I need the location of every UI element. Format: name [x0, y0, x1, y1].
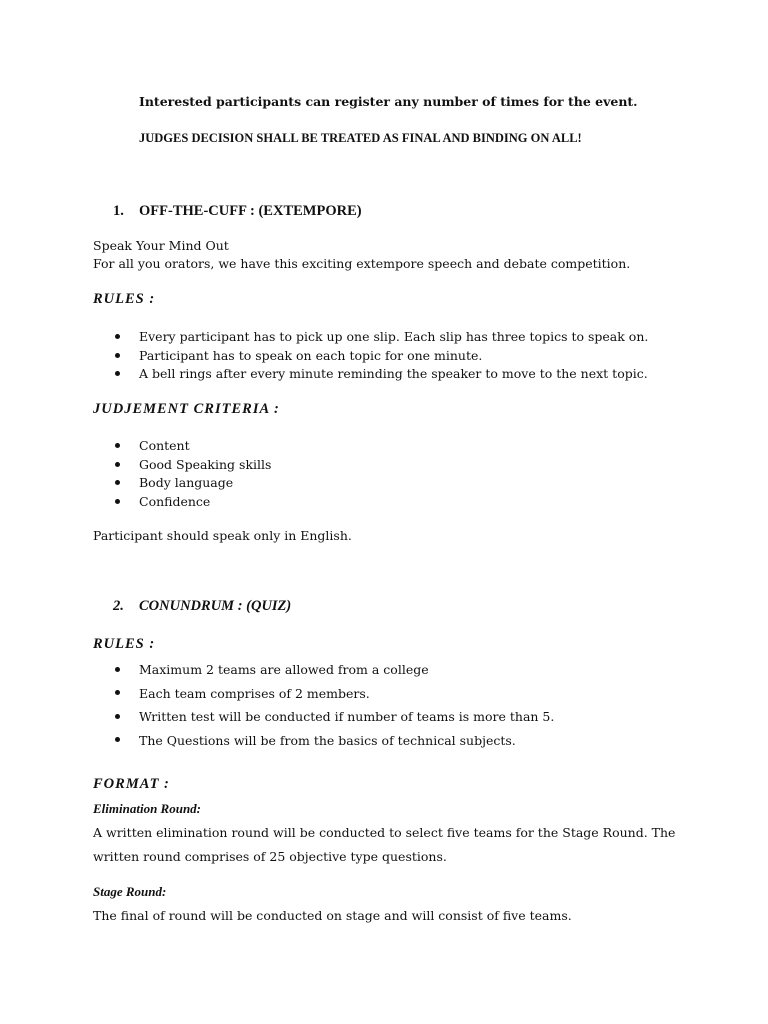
event1-language-note: Participant should speak only in English.: [93, 528, 352, 543]
bullet-icon: [115, 737, 120, 742]
list-item: Content: [93, 437, 271, 456]
bullet-icon: [115, 690, 120, 695]
judges-notice: JUDGES DECISION SHALL BE TREATED AS FINAL AND BINDING ON ALL!: [139, 131, 582, 145]
registration-notice: Interested participants can register any number of times for the event.: [139, 94, 638, 109]
elimination-round-label: Elimination Round:: [93, 801, 202, 816]
list-item: Confidence: [93, 493, 271, 512]
event2-format-label: FORMAT :: [93, 776, 170, 792]
list-item: Each team comprises of 2 members.: [93, 682, 554, 706]
bullet-icon: [115, 714, 120, 719]
list-item: Every participant has to pick up one slip. Each slip has three topics to speak on.: [93, 328, 648, 347]
event1-rules-list: [93, 328, 648, 384]
bullet-icon: [115, 353, 120, 358]
bullet-icon: [115, 443, 120, 448]
event2-number: 2.: [113, 598, 124, 614]
list-item: Written test will be conducted if number of teams is more than 5.: [93, 705, 554, 729]
event1-criteria-list: [93, 437, 271, 511]
event1-rules-label: RULES :: [93, 291, 156, 307]
event2-title: CONUNDRUM : (QUIZ): [139, 598, 292, 614]
bullet-icon: [115, 667, 120, 672]
list-item: Participant has to speak on each topic for one minute.: [93, 347, 648, 366]
bullet-icon: [115, 462, 120, 467]
list-item: The Questions will be from the basics of technical subjects.: [93, 729, 554, 753]
list-item: Maximum 2 teams are allowed from a college: [93, 658, 554, 682]
event1-number: 1.: [113, 203, 124, 219]
bullet-icon: [115, 480, 120, 485]
stage-round-text: The final of round will be conducted on stage and will consist of five teams.: [93, 908, 572, 923]
stage-round-label: Stage Round:: [93, 884, 167, 899]
list-item: Good Speaking skills: [93, 456, 271, 475]
event1-title: OFF-THE-CUFF : (EXTEMPORE): [139, 203, 362, 219]
bullet-icon: [115, 499, 120, 504]
list-item: Body language: [93, 474, 271, 493]
event2-rules-list: [93, 658, 554, 752]
event1-tagline: Speak Your Mind Out: [93, 238, 229, 253]
bullet-icon: [115, 371, 120, 376]
event1-criteria-label: JUDJEMENT CRITERIA :: [93, 401, 280, 417]
list-item: A bell rings after every minute reminding the speaker to move to the next topic.: [93, 365, 648, 384]
elimination-round-text-line2: written round comprises of 25 objective type questions.: [93, 849, 447, 864]
event1-description: For all you orators, we have this exciting extempore speech and debate competition.: [93, 256, 631, 271]
event2-rules-label: RULES :: [93, 636, 156, 652]
elimination-round-text-line1: A written elimination round will be conducted to select five teams for the Stage Round. The: [93, 825, 676, 840]
bullet-icon: [115, 334, 120, 339]
